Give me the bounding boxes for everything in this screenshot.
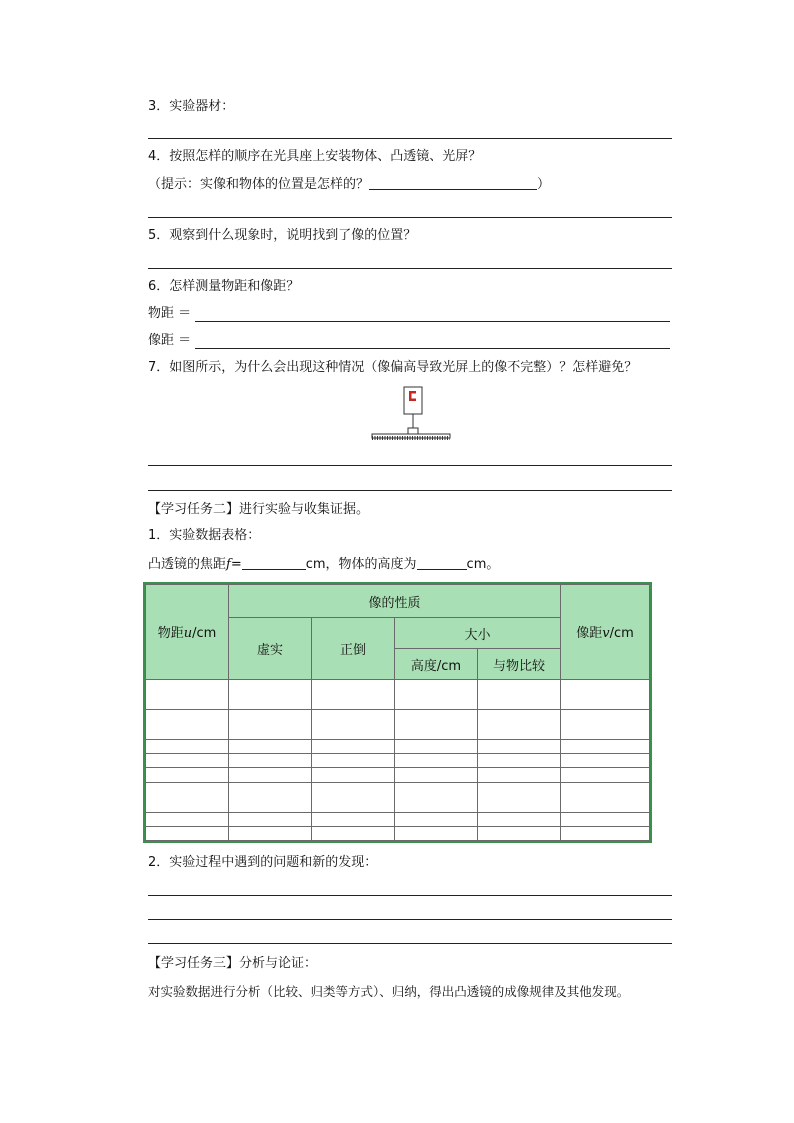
- focal-prefix: 凸透镜的焦距: [148, 557, 227, 572]
- task2-answer-line-1[interactable]: [148, 895, 672, 896]
- q3-text: 3．实验器材：: [148, 99, 235, 114]
- focal-length-blank[interactable]: [242, 555, 306, 570]
- object-distance-label: 物距 ＝: [148, 306, 192, 321]
- task2-sub2: 2．实验过程中遇到的问题和新的发现：: [148, 855, 378, 870]
- q6-image-distance: [148, 332, 191, 350]
- object-height-blank[interactable]: [417, 555, 467, 570]
- optical-bench-rail: [372, 434, 450, 438]
- q4-answer-line[interactable]: [148, 217, 672, 218]
- focal-unit: cm，物体的高度为: [305, 557, 417, 572]
- task2-heading: 【学习任务二】进行实验与收集证据。: [148, 502, 370, 517]
- table-row: [146, 754, 650, 768]
- header-compare: 与物比较: [478, 649, 561, 679]
- experiment-data-table: [143, 582, 652, 843]
- table-row: [146, 740, 650, 754]
- screen-holder-icon: [408, 428, 418, 434]
- task3-heading: 【学习任务三】分析与论证：: [148, 956, 318, 971]
- task2-answer-line-3[interactable]: [148, 943, 672, 944]
- focal-length-line: [148, 555, 499, 574]
- image-distance-label: 像距 ＝: [148, 333, 192, 348]
- table-row: [146, 782, 650, 812]
- focal-symbol: f: [226, 557, 231, 572]
- task2-sub1: 1．实验数据表格：: [148, 528, 261, 543]
- table-row: [146, 768, 650, 782]
- object-distance-blank[interactable]: [195, 321, 670, 322]
- q4-hint-close: ）: [537, 177, 551, 192]
- header-orientation: 正倒: [312, 618, 395, 679]
- focal-eq: =: [230, 557, 242, 572]
- q4-hint: [148, 175, 550, 194]
- q6-text: 6．怎样测量物距和像距？: [148, 279, 300, 294]
- task2-answer-line-2[interactable]: [148, 919, 672, 920]
- table-row: [146, 709, 650, 739]
- q3-answer-line[interactable]: [148, 138, 672, 139]
- q7-answer-line-2[interactable]: [148, 490, 672, 491]
- header-object-distance: 物距u/cm: [146, 585, 229, 680]
- task3-body: 对实验数据进行分析（比较、归类等方式）、归纳，得出凸透镜的成像规律及其他发现。: [148, 984, 630, 999]
- header-size: 大小: [395, 618, 561, 649]
- optical-bench-figure: [368, 382, 454, 444]
- header-height: 高度/cm: [395, 649, 478, 679]
- q4-hint-open: （提示：实像和物体的位置是怎样的？: [148, 177, 370, 192]
- table-row: [146, 679, 650, 709]
- header-real-virtual: 虚实: [229, 618, 312, 679]
- q4-hint-blank[interactable]: [369, 175, 537, 190]
- q5-answer-line[interactable]: [148, 268, 672, 269]
- header-image-distance: 像距v/cm: [561, 585, 650, 680]
- table-row: [146, 826, 650, 840]
- header-image-properties: 像的性质: [229, 585, 561, 618]
- table-row: [146, 812, 650, 826]
- image-distance-blank[interactable]: [195, 348, 670, 349]
- q7-answer-line-1[interactable]: [148, 465, 672, 466]
- q4-text: 4．按照怎样的顺序在光具座上安装物体、凸透镜、光屏？: [148, 149, 482, 164]
- q7-text: 7．如图所示，为什么会出现这种情况（像偏高导致光屏上的像不完整）？怎样避免？: [148, 360, 638, 375]
- height-unit: cm。: [466, 557, 500, 572]
- q6-object-distance: [148, 305, 191, 323]
- q5-text: 5．观察到什么现象时，说明找到了像的位置？: [148, 228, 417, 243]
